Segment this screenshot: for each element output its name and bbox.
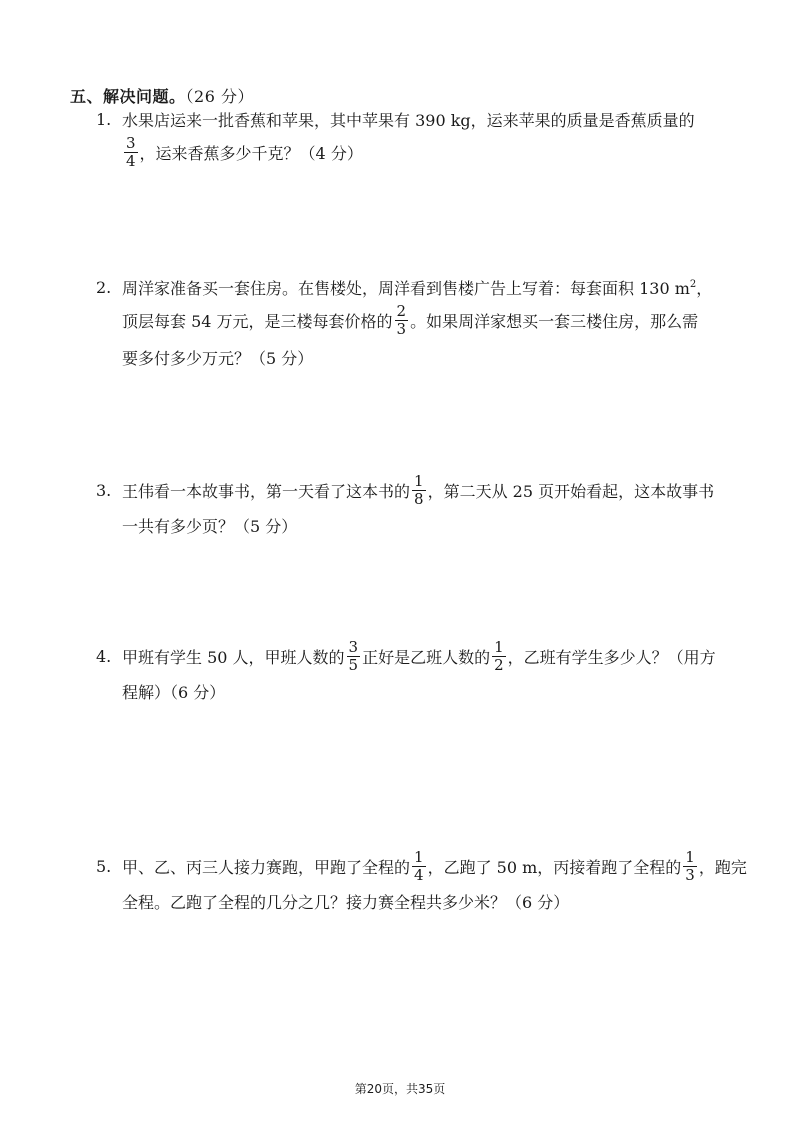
fraction (395, 304, 409, 337)
fraction-numerator: 3 (126, 134, 136, 152)
fraction-numerator: 1 (494, 638, 504, 656)
problem-text: 周洋家准备买一套住房。在售楼处，周洋看到售楼广告上写着：每套面积 130 m (122, 279, 690, 298)
fraction-denominator: 8 (414, 490, 424, 508)
fraction (347, 640, 361, 673)
problem-text: 甲班有学生 50 人，甲班人数的 (122, 648, 345, 667)
fraction (492, 640, 506, 673)
problem-text: 程解）（6 分） (122, 683, 226, 702)
fraction-numerator: 1 (685, 848, 695, 866)
problem-text: ，乙班有学生多少人？（用方 (507, 648, 716, 667)
fraction (412, 474, 426, 507)
fraction-denominator: 4 (414, 866, 424, 884)
fraction-denominator: 3 (685, 866, 695, 884)
fraction (124, 136, 138, 169)
fraction-numerator: 1 (414, 848, 424, 866)
fraction-denominator: 2 (494, 656, 504, 674)
problem-text: 全程。乙跑了全程的几分之几？接力赛全程共多少米？（6 分） (122, 893, 570, 912)
fraction-denominator: 5 (348, 656, 359, 674)
problem-text: ，乙跑了 50 m，丙接着跑了全程的 (427, 858, 682, 877)
problem-text: ，第二天从 25 页开始看起，这本故事书 (427, 482, 715, 501)
problem-text: 顶层每套 54 万元，是三楼每套价格的 (122, 312, 393, 331)
fraction (683, 850, 697, 883)
section-title: 五、解决问题。 (70, 87, 186, 106)
problem-text: 一共有多少页？（5 分） (122, 517, 298, 536)
section-score: （26 分） (185, 87, 254, 106)
problem-number: 2. (96, 278, 112, 297)
problem-text: ，跑完 (698, 858, 747, 877)
fraction (412, 850, 426, 883)
problem-text: 王伟看一本故事书，第一天看了这本书的 (122, 482, 411, 501)
problem-text: 甲、乙、丙三人接力赛跑，甲跑了全程的 (122, 858, 411, 877)
fraction-numerator: 3 (348, 638, 359, 656)
section-heading (70, 84, 254, 107)
page-footer: 第20页，共35页 (354, 1082, 446, 1096)
fraction-denominator: 3 (396, 320, 407, 338)
problem-number: 4. (96, 647, 112, 666)
problem-text: ，运来香蕉多少千克？（4 分） (139, 144, 363, 163)
fraction-numerator: 1 (414, 472, 424, 490)
problem-text: 。如果周洋家想买一套三楼住房，那么需 (410, 312, 699, 331)
problem-text: ， (696, 279, 713, 298)
problem-number: 5. (96, 857, 112, 876)
fraction-numerator: 2 (396, 302, 407, 320)
problem-text: 要多付多少万元？（5 分） (122, 349, 314, 368)
worksheet-page: 五、解决问题。（26 分） 1. 水果店运来一批香蕉和苹果，其中苹果有 390 kg，运来苹果的质量是香蕉质量的 $\frac{3}{4}$ ，运来香蕉多少千克？（4 分） 2. 周洋家准备买一套住房。在售楼处，周洋看到售楼广告上写着：每套面积 130 m $^2$ ， 顶层每套 54 万元，是三楼每套价格的 $\frac{2}{3}$ 。如果周洋家想买一套三楼住房，那么需 要多付多少万元？（5 分） 3. 王伟看一本故事书，第一天看了这本书的 $\frac{1}{8}$ ，第二天从 25 页开始看起，这本故事书 一共有多少页？（5 分） 4. 甲班有学生 50 人，甲班人数的 $\frac{3}{5}$ 正好是乙班人数的 $\frac{1}{2}$ ，乙班有学生多少人？（用方 程解）（6 分） 5. 甲、乙、丙三人接力赛跑，甲跑了全程的 $\frac{1}{4}$ ，乙跑了 50 m，丙接着跑了全程的 $\frac{1}{3}$ ，跑完 全程。乙跑了全程的几分之几？接力赛全程共多少米？（6 分） 第20页，共35页 (0, 0, 800, 1130)
fraction-denominator: 4 (126, 152, 136, 170)
problem-number: 1. (96, 110, 112, 129)
problem-text: 水果店运来一批香蕉和苹果，其中苹果有 390 kg，运来苹果的质量是香蕉质量的 (122, 111, 695, 130)
problem-number: 3. (96, 481, 112, 500)
problem-text: 正好是乙班人数的 (362, 648, 491, 667)
